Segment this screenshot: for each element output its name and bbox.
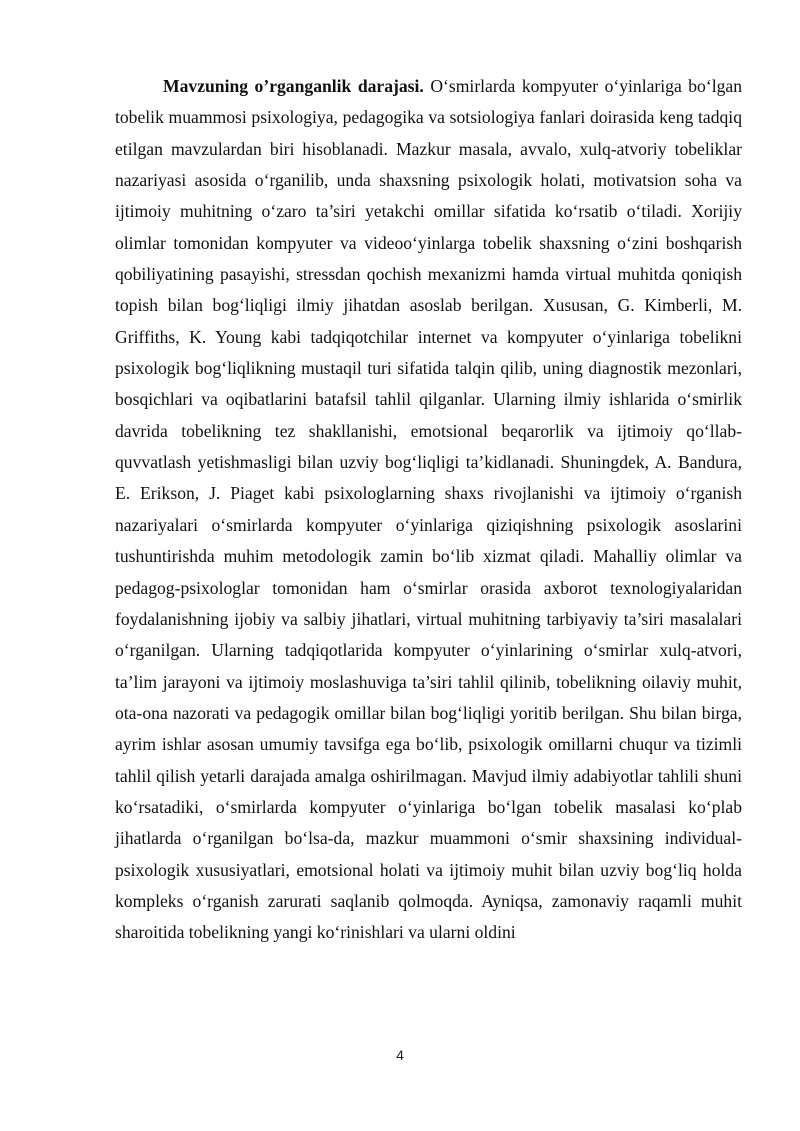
section-heading: Mavzuning o’rganganlik darajasi. (163, 76, 424, 96)
paragraph-text: O‘smirlarda kompyuter o‘yinlariga bo‘lgan tobelik muammosi psixologiya, pedagogika va sotsiologiya fanlari doirasida keng tadqiq etilgan mavzulardan biri hisoblanadi. Mazkur masala, avvalo, xulq-atvoriy tobeliklar nazariyasi asosida o‘rganilib, unda shaxsning psixologik holati, motivatsion soha va ijtimoiy muhitning o‘zaro ta’siri yetakchi omillar sifatida ko‘rsatib o‘tiladi. Xorijiy olimlar tomonidan kompyuter va videoo‘yinlarga tobelik shaxsning o‘zini boshqarish qobiliyatining pasayishi, stressdan qochish mexanizmi hamda virtual muhitda qoniqish topish bilan bog‘liqligi ilmiy jihatdan asoslab berilgan. Xususan, G. Kimberli, M. Griffiths, K. Young kabi tadqiqotchilar internet va kompyuter o‘yinlariga tobelikni psixologik bog‘liqlikning mustaqil turi sifatida talqin qilib, uning diagnostik mezonlari, bosqichlari va oqibatlarini batafsil tahlil qilganlar. Ularning ilmiy ishlarida o‘smirlik davrida tobelikning tez shakllanishi, emotsional beqarorlik va ijtimoiy qo‘llab-quvvatlash yetishmasligi bilan uzviy bog‘liqligi ta’kidlanadi. Shuningdek, A. Bandura, E. Erikson, J. Piaget kabi psixologlarning shaxs rivojlanishi va ijtimoiy o‘rganish nazariyalari o‘smirlarda kompyuter o‘yinlariga qiziqishning psixologik asoslarini tushuntirishda muhim metodologik zamin bo‘lib xizmat qiladi. Mahalliy olimlar va pedagog-psixologlar tomonidan ham o‘smirlar orasida axborot texnologiyalaridan foydalanishning ijobiy va salbiy jihatlari, virtual muhitning tarbiyaviy ta’siri masalalari o‘rganilgan. Ularning tadqiqotlarida kompyuter o‘yinlarining o‘smirlar xulq-atvori, ta’lim jarayoni va ijtimoiy moslashuviga ta’siri tahlil qilinib, tobelikning oilaviy muhit, ota-ona nazorati va pedagogik omillar bilan bog‘liqligi yoritib berilgan. Shu bilan birga, ayrim ishlar asosan umumiy tavsifga ega bo‘lib, psixologik omillarni chuqur va tizimli tahlil qilish yetarli darajada amalga oshirilmagan. Mavjud ilmiy adabiyotlar tahlili shuni ko‘rsatadiki, o‘smirlarda kompyuter o‘yinlariga bo‘lgan tobelik masalasi ko‘plab jihatlarda o‘rganilgan bo‘lsa-da, mazkur muammoni o‘smir shaxsining individual-psixologik xususiyatlari, emotsional holati va ijtimoiy muhit bilan uzviy bog‘liq holda kompleks o‘rganish zarurati saqlanib qolmoqda. Ayniqsa, zamonaviy raqamli muhit sharoitida tobelikning yangi ko‘rinishlari va ularni oldini (115, 76, 742, 943)
body-text (115, 71, 742, 949)
page-number: 4 (396, 1047, 404, 1063)
paragraph (115, 71, 742, 949)
